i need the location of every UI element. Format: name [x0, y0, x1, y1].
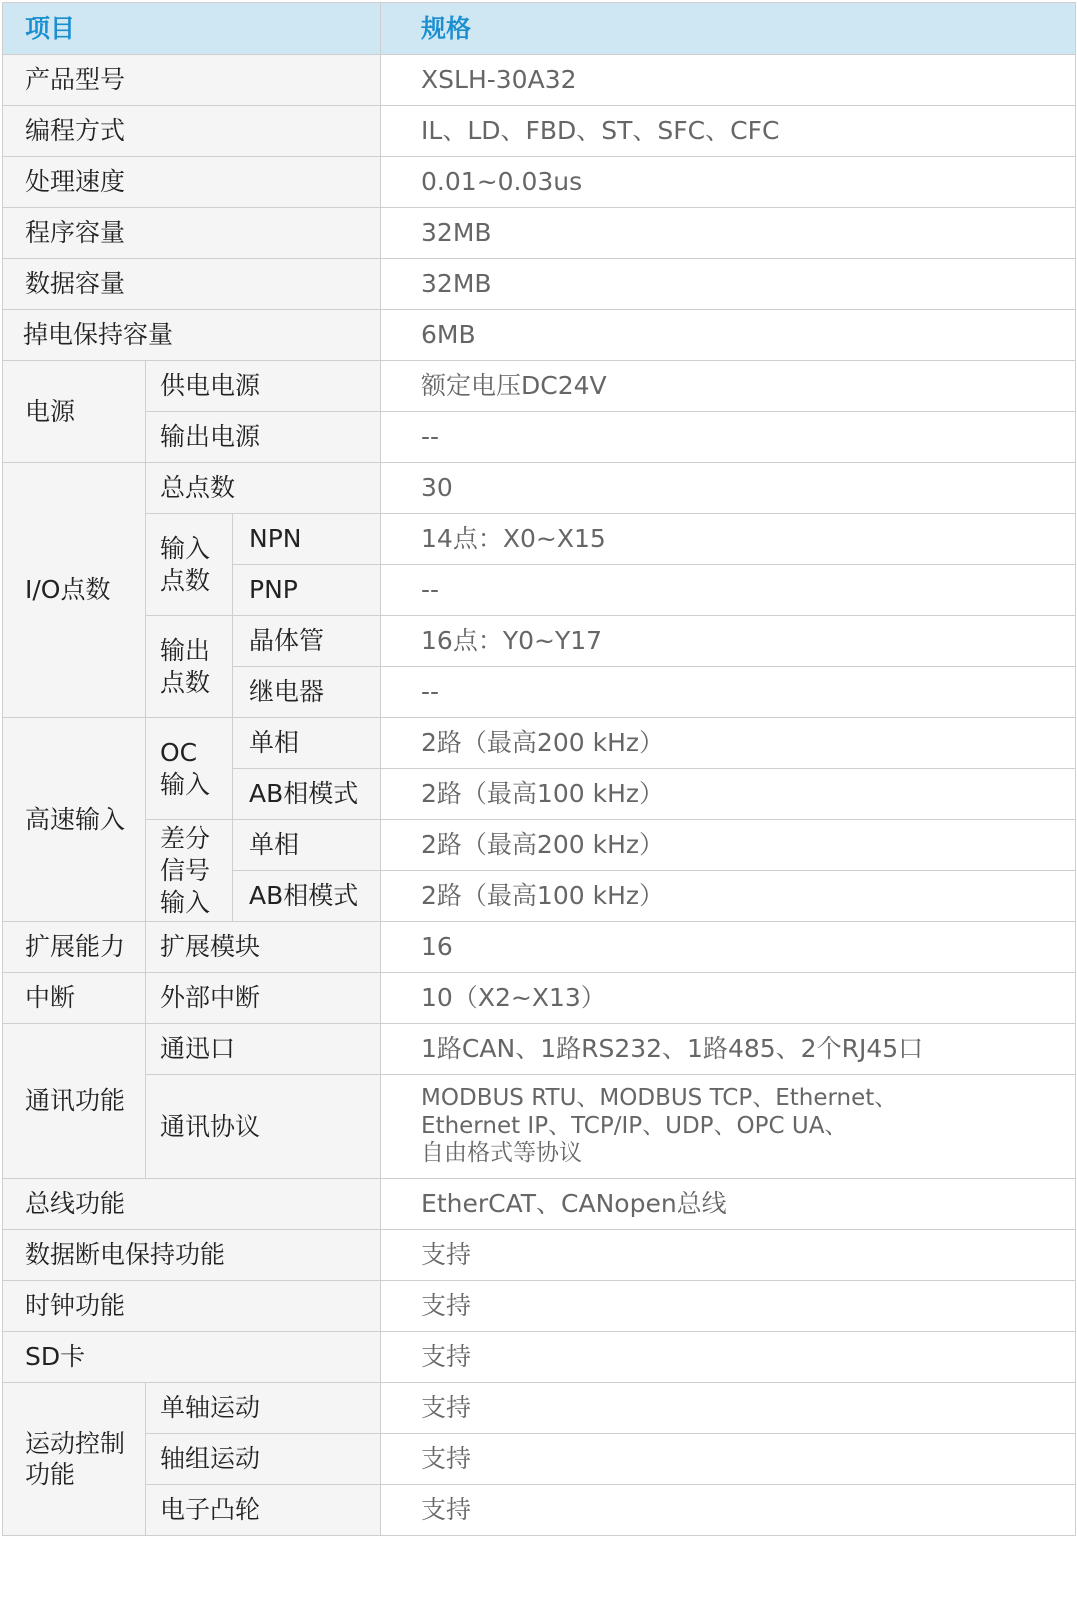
row-value-data-retain: 支持: [381, 1230, 1076, 1281]
row-label-cam: 电子凸轮: [146, 1485, 381, 1536]
row-label-diff-ab: AB相模式: [233, 871, 381, 922]
subgroup-label-line: 输出: [160, 636, 211, 666]
row-value-axis-group: 支持: [381, 1434, 1076, 1485]
row-value-oc-ab: 2路（最高100 kHz）: [381, 769, 1076, 820]
table-row: [3, 514, 1076, 565]
spec-table: [2, 2, 1076, 1536]
table-row: [3, 820, 1076, 871]
row-label-io-pnp: PNP: [233, 565, 381, 616]
protocol-line: MODBUS RTU、MODBUS TCP、Ethernet、: [421, 1085, 898, 1112]
subgroup-label-line: 输入: [160, 534, 211, 564]
group-label-expansion: 扩展能力: [3, 922, 146, 973]
row-value-power-supply: 额定电压DC24V: [381, 361, 1076, 412]
row-value-external-interrupt: 10（X2~X13）: [381, 973, 1076, 1024]
row-value-programming: IL、LD、FBD、ST、SFC、CFC: [381, 106, 1076, 157]
table-header-row: [3, 3, 1076, 55]
row-value-single-axis: 支持: [381, 1383, 1076, 1434]
row-label-clock: 时钟功能: [3, 1281, 381, 1332]
table-row: [3, 259, 1076, 310]
row-label-power-supply: 供电电源: [146, 361, 381, 412]
table-row: [3, 1281, 1076, 1332]
row-label-io-total: 总点数: [146, 463, 381, 514]
table-row: [3, 616, 1076, 667]
row-value-power-output: --: [381, 412, 1076, 463]
row-label-diff-single: 单相: [233, 820, 381, 871]
row-value-program-capacity: 32MB: [381, 208, 1076, 259]
row-value-oc-single: 2路（最高200 kHz）: [381, 718, 1076, 769]
row-value-io-pnp: --: [381, 565, 1076, 616]
group-label-motion: [3, 1383, 146, 1536]
subgroup-label-line: 输入: [160, 887, 211, 917]
subgroup-label-line: OC: [160, 738, 198, 768]
subgroup-label-io-input: [146, 514, 233, 616]
row-value-bus: EtherCAT、CANopen总线: [381, 1179, 1076, 1230]
group-label-highspeed: 高速输入: [3, 718, 146, 922]
table-row: [3, 1024, 1076, 1075]
subgroup-label-oc: [146, 718, 233, 820]
table-row: [3, 463, 1076, 514]
row-value-io-transistor: 16点：Y0~Y17: [381, 616, 1076, 667]
row-label-comm-port: 通迅口: [146, 1024, 381, 1075]
row-value-model: XSLH-30A32: [381, 55, 1076, 106]
table-row: [3, 1230, 1076, 1281]
row-value-diff-ab: 2路（最高100 kHz）: [381, 871, 1076, 922]
row-value-data-capacity: 32MB: [381, 259, 1076, 310]
group-label-power: 电源: [3, 361, 146, 463]
row-label-speed: 处理速度: [3, 157, 381, 208]
row-value-expansion-module: 16: [381, 922, 1076, 973]
row-value-diff-single: 2路（最高200 kHz）: [381, 820, 1076, 871]
table-row: [3, 1383, 1076, 1434]
subgroup-label-diff: [146, 820, 233, 922]
row-value-io-relay: --: [381, 667, 1076, 718]
row-label-axis-group: 轴组运动: [146, 1434, 381, 1485]
group-label-comm: 通讯功能: [3, 1024, 146, 1179]
row-label-expansion-module: 扩展模块: [146, 922, 381, 973]
table-row: [3, 208, 1076, 259]
protocol-line: Ethernet IP、TCP/IP、UDP、OPC UA、: [421, 1112, 848, 1139]
table-row: [3, 973, 1076, 1024]
table-row: [3, 718, 1076, 769]
row-label-comm-protocol: 通讯协议: [146, 1075, 381, 1179]
row-value-cam: 支持: [381, 1485, 1076, 1536]
row-label-data-capacity: 数据容量: [3, 259, 381, 310]
table-row: [3, 157, 1076, 208]
row-value-comm-protocol: [381, 1075, 1076, 1179]
table-row: [3, 922, 1076, 973]
table-row: [3, 310, 1076, 361]
group-label-line: 运动控制: [25, 1428, 126, 1458]
table-row: [3, 412, 1076, 463]
row-label-external-interrupt: 外部中断: [146, 973, 381, 1024]
table-row: [3, 361, 1076, 412]
header-spec: 规格: [381, 3, 1076, 55]
row-label-program-capacity: 程序容量: [3, 208, 381, 259]
table-row: [3, 55, 1076, 106]
row-label-model: 产品型号: [3, 55, 381, 106]
row-label-oc-ab: AB相模式: [233, 769, 381, 820]
row-label-retain-capacity: 掉电保持容量: [3, 310, 381, 361]
subgroup-label-line: 点数: [160, 667, 211, 697]
row-value-comm-port: 1路CAN、1路RS232、1路485、2个RJ45口: [381, 1024, 1076, 1075]
row-value-io-total: 30: [381, 463, 1076, 514]
table-row: [3, 1434, 1076, 1485]
row-value-speed: 0.01~0.03us: [381, 157, 1076, 208]
table-row: [3, 106, 1076, 157]
row-label-io-transistor: 晶体管: [233, 616, 381, 667]
group-label-line: 功能: [25, 1460, 76, 1489]
subgroup-label-line: 差分: [160, 823, 211, 853]
table-row: [3, 1075, 1076, 1179]
table-row: [3, 1485, 1076, 1536]
row-label-io-npn: NPN: [233, 514, 381, 565]
header-item: 项目: [3, 3, 381, 55]
row-label-oc-single: 单相: [233, 718, 381, 769]
protocol-line: 自由格式等协议: [421, 1140, 583, 1167]
group-label-io: I/O点数: [3, 463, 146, 718]
group-label-interrupt: 中断: [3, 973, 146, 1024]
row-label-single-axis: 单轴运动: [146, 1383, 381, 1434]
row-label-bus: 总线功能: [3, 1179, 381, 1230]
row-label-sd: SD卡: [3, 1332, 381, 1383]
row-label-data-retain: 数据断电保持功能: [3, 1230, 381, 1281]
row-value-io-npn: 14点：X0~X15: [381, 514, 1076, 565]
row-label-io-relay: 继电器: [233, 667, 381, 718]
subgroup-label-io-output: [146, 616, 233, 718]
table-row: [3, 1179, 1076, 1230]
row-value-retain-capacity: 6MB: [381, 310, 1076, 361]
table-row: [3, 1332, 1076, 1383]
row-label-programming: 编程方式: [3, 106, 381, 157]
subgroup-label-line: 点数: [160, 565, 211, 595]
subgroup-label-line: 输入: [160, 769, 211, 799]
row-label-power-output: 输出电源: [146, 412, 381, 463]
row-value-sd: 支持: [381, 1332, 1076, 1383]
subgroup-label-line: 信号: [160, 855, 211, 885]
row-value-clock: 支持: [381, 1281, 1076, 1332]
